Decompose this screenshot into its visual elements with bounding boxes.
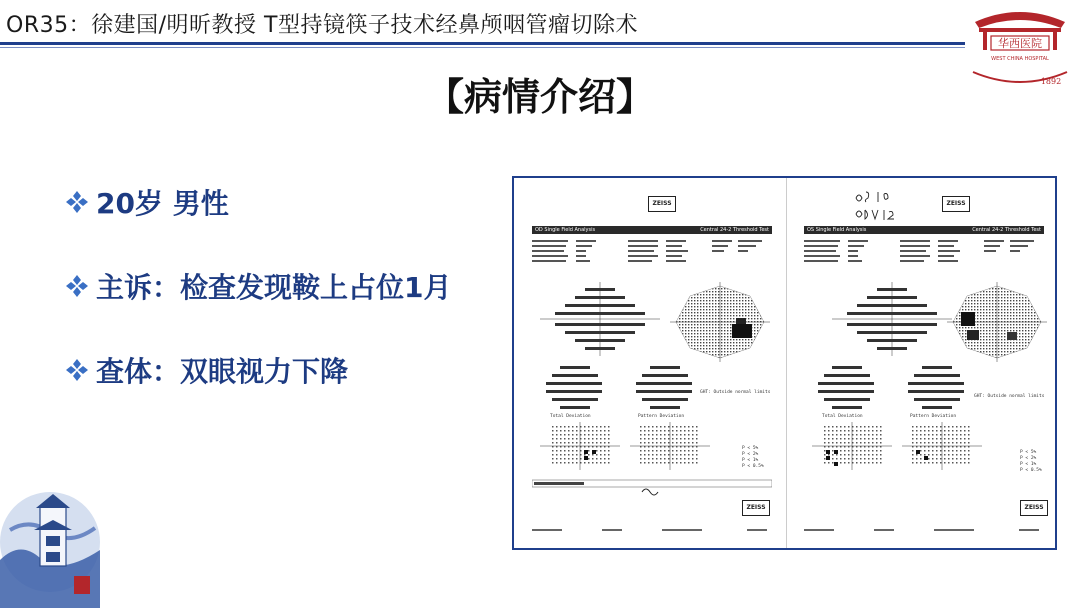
legend-p05: P < 0.5%	[742, 464, 764, 469]
ght-result: GHT: Outside normal limits	[700, 390, 771, 395]
visual-field-report-image	[512, 176, 1057, 550]
threshold-values-grid	[540, 282, 660, 356]
diamond-bullet-icon	[64, 189, 90, 215]
legend-p05: P < 0.5%	[1020, 468, 1042, 473]
section-title: 【病情介绍】	[425, 75, 654, 119]
total-deviation-label: Total Deviation	[822, 414, 863, 419]
eye-label: OS	[807, 227, 815, 233]
eye-label: OD	[535, 227, 543, 233]
zeiss-logo-icon: ZEISS	[648, 196, 676, 212]
test-label: Central 24-2 Threshold Test	[972, 227, 1041, 233]
grayscale-field-map	[670, 282, 770, 362]
bullet-text: 20岁 男性	[96, 187, 229, 220]
page-footer	[532, 528, 772, 534]
visual-field-page-left-eye	[792, 182, 1054, 546]
report-header-bar	[532, 226, 772, 234]
probability-symbol-plots	[540, 422, 740, 472]
diamond-bullet-icon	[64, 357, 90, 383]
legend-p2: P < 2%	[742, 452, 759, 457]
threshold-values-grid	[832, 282, 952, 356]
legend-p1: P < 1%	[742, 458, 759, 463]
bullet-text: 查体：双眼视力下降	[96, 355, 349, 388]
logo-name-text: 华西医院	[998, 37, 1042, 50]
legend-p5: P < 5%	[1020, 450, 1037, 455]
zeiss-logo-icon: ZEISS	[942, 196, 970, 212]
header-divider-thin	[0, 47, 965, 48]
bullet-item-age-sex	[64, 180, 451, 224]
hospital-tower-decoration-icon	[0, 480, 100, 608]
bullet-text: 主诉：检查发现鞍上占位1月	[96, 271, 452, 304]
logo-year-text: 1892	[1040, 77, 1062, 86]
pattern-deviation-label: Pattern Deviation	[910, 414, 957, 419]
handwritten-acuity-note	[852, 188, 912, 224]
total-deviation-label: Total Deviation	[550, 414, 591, 419]
slide-header-title: OR35：徐建国/明昕教授 T型持镜筷子技术经鼻颅咽管瘤切除术	[6, 13, 638, 38]
legend-p1: P < 1%	[1020, 462, 1037, 467]
bullet-item-exam	[64, 348, 451, 392]
analysis-label: Single Field Analysis	[544, 227, 596, 233]
bullet-list	[64, 180, 451, 432]
grayscale-field-map	[947, 282, 1047, 362]
page-divider	[786, 178, 787, 548]
page-footer	[804, 528, 1044, 534]
pattern-deviation-label: Pattern Deviation	[638, 414, 685, 419]
legend-p2: P < 2%	[1020, 456, 1037, 461]
patient-info-text-block	[804, 238, 1044, 268]
legend-p5: P < 5%	[742, 446, 759, 451]
patient-info-text-block	[532, 238, 772, 268]
header-divider	[0, 42, 965, 45]
deviation-value-plots	[812, 362, 1012, 422]
comments-area	[532, 478, 772, 498]
zeiss-footer-logo-icon: ZEISS	[1020, 500, 1048, 516]
ght-result: GHT: Outside normal limits	[974, 394, 1045, 399]
diamond-bullet-icon	[64, 273, 90, 299]
bullet-item-chief-complaint	[64, 264, 451, 308]
probability-symbol-plots	[812, 422, 1012, 472]
logo-english-text: WEST CHINA HOSPITAL	[991, 56, 1049, 62]
report-header-bar	[804, 226, 1044, 234]
zeiss-footer-logo-icon: ZEISS	[742, 500, 770, 516]
visual-field-page-right-eye	[520, 182, 782, 546]
test-label: Central 24-2 Threshold Test	[700, 227, 769, 233]
analysis-label: Single Field Analysis	[815, 227, 867, 233]
